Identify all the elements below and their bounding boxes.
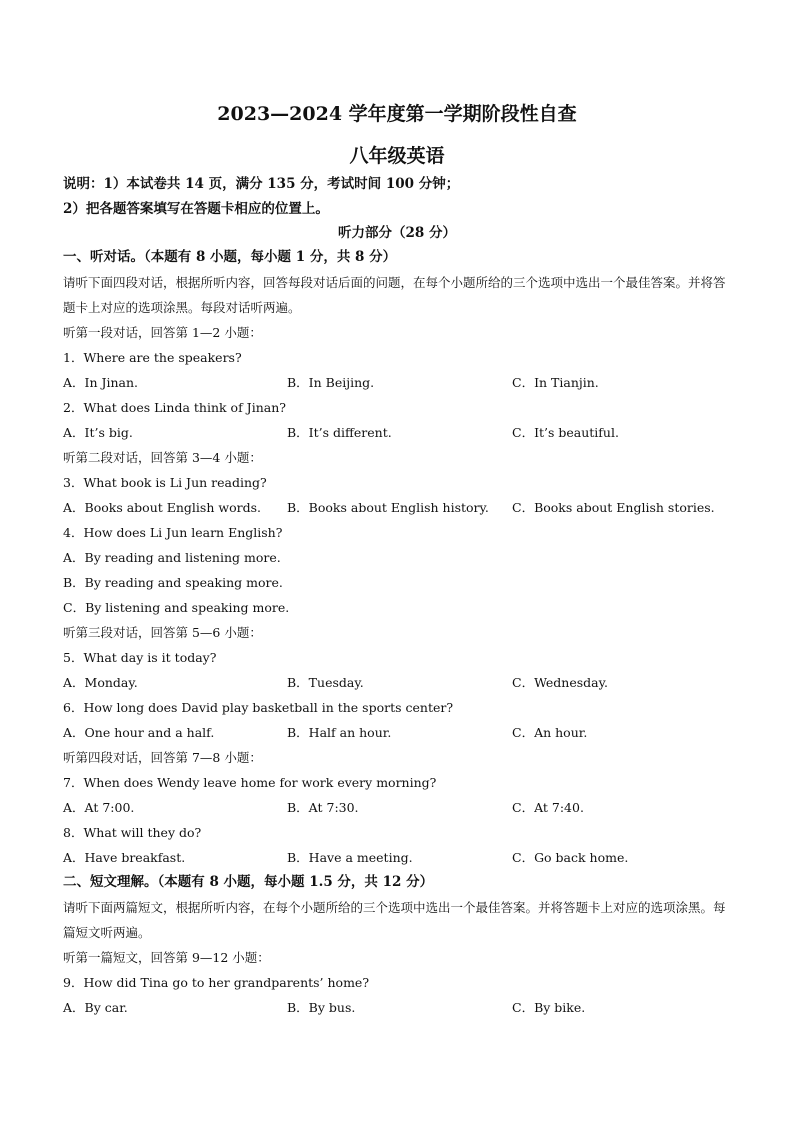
q7-option-a: A．At 7:00. <box>63 800 135 815</box>
q5-option-b: B．Tuesday. <box>287 675 364 690</box>
passage1-label: 听第一篇短文，回答第 9—12 小题： <box>63 950 270 965</box>
question-4: 4．How does Li Jun learn English? <box>63 525 283 540</box>
q6-option-b: B．Half an hour. <box>287 725 392 740</box>
q4-option-a: A．By reading and listening more. <box>63 550 281 565</box>
question-8: 8．What will they do? <box>63 825 202 840</box>
q5-option-c: C．Wednesday. <box>512 675 608 690</box>
note-line-1: 说明：1）本试卷共 14 页，满分 135 分，考试时间 100 分钟； <box>63 176 460 192</box>
q9-option-c: C．By bike. <box>512 1000 586 1015</box>
listening-section-title: 听力部分（28 分） <box>338 225 456 241</box>
q6-option-a: A．One hour and a half. <box>63 725 215 740</box>
q5-option-a: A．Monday. <box>63 675 138 690</box>
dialog4-label: 听第四段对话，回答第 7—8 小题： <box>63 750 262 765</box>
question-3: 3．What book is Li Jun reading? <box>63 475 267 490</box>
exam-title: 2023—2024 学年度第一学期阶段性自查 <box>217 103 577 125</box>
part2-heading: 二、短文理解。（本题有 8 小题，每小题 1.5 分，共 12 分） <box>63 874 434 890</box>
question-9: 9．How did Tina go to her grandparents’ home? <box>63 975 370 990</box>
dialog2-label: 听第二段对话，回答第 3—4 小题： <box>63 450 262 465</box>
q9-option-b: B．By bus. <box>287 1000 356 1015</box>
part1-instructions: 请听下面四段对话，根据所听内容，回答每段对话后面的问题，在每个小题所给的三个选项中选出一个最佳答案。并将答题卡上对应的选项涂黑。每段对话听两遍。 <box>63 275 726 315</box>
exam-subtitle: 八年级英语 <box>349 145 445 167</box>
q4-option-c: C．By listening and speaking more. <box>63 600 290 615</box>
q3-option-b: B．Books about English history. <box>287 500 489 515</box>
q1-option-b: B．In Beijing. <box>287 375 375 390</box>
q2-option-b: B．It’s different. <box>287 425 392 440</box>
q8-option-c: C．Go back home. <box>512 850 629 865</box>
part2-instructions: 请听下面两篇短文，根据所听内容，在每个小题所给的三个选项中选出一个最佳答案。并将答题卡上对应的选项涂黑。每篇短文听两遍。 <box>63 900 726 940</box>
question-6: 6．How long does David play basketball in the sports center? <box>63 700 454 715</box>
note-line-2: 2）把各题答案填写在答题卡相应的位置上。 <box>63 201 329 217</box>
question-1: 1．Where are the speakers? <box>63 350 242 365</box>
dialog3-label: 听第三段对话，回答第 5—6 小题： <box>63 625 262 640</box>
question-7: 7．When does Wendy leave home for work every morning? <box>63 775 437 790</box>
dialog1-label: 听第一段对话，回答第 1—2 小题： <box>63 325 262 340</box>
q1-option-c: C．In Tianjin. <box>512 375 599 390</box>
q7-option-b: B．At 7:30. <box>287 800 359 815</box>
q2-option-c: C．It’s beautiful. <box>512 425 619 440</box>
question-5: 5．What day is it today? <box>63 650 217 665</box>
q9-option-a: A．By car. <box>63 1000 128 1015</box>
q8-option-a: A．Have breakfast. <box>63 850 186 865</box>
q3-option-c: C．Books about English stories. <box>512 500 715 515</box>
q6-option-c: C．An hour. <box>512 725 588 740</box>
question-2: 2．What does Linda think of Jinan? <box>63 400 286 415</box>
q1-option-a: A．In Jinan. <box>63 375 139 390</box>
q7-option-c: C．At 7:40. <box>512 800 584 815</box>
q2-option-a: A．It’s big. <box>63 425 133 440</box>
part1-heading: 一、听对话。（本题有 8 小题，每小题 1 分，共 8 分） <box>63 249 397 265</box>
q4-option-b: B．By reading and speaking more. <box>63 575 283 590</box>
q8-option-b: B．Have a meeting. <box>287 850 413 865</box>
q3-option-a: A．Books about English words. <box>63 500 261 515</box>
